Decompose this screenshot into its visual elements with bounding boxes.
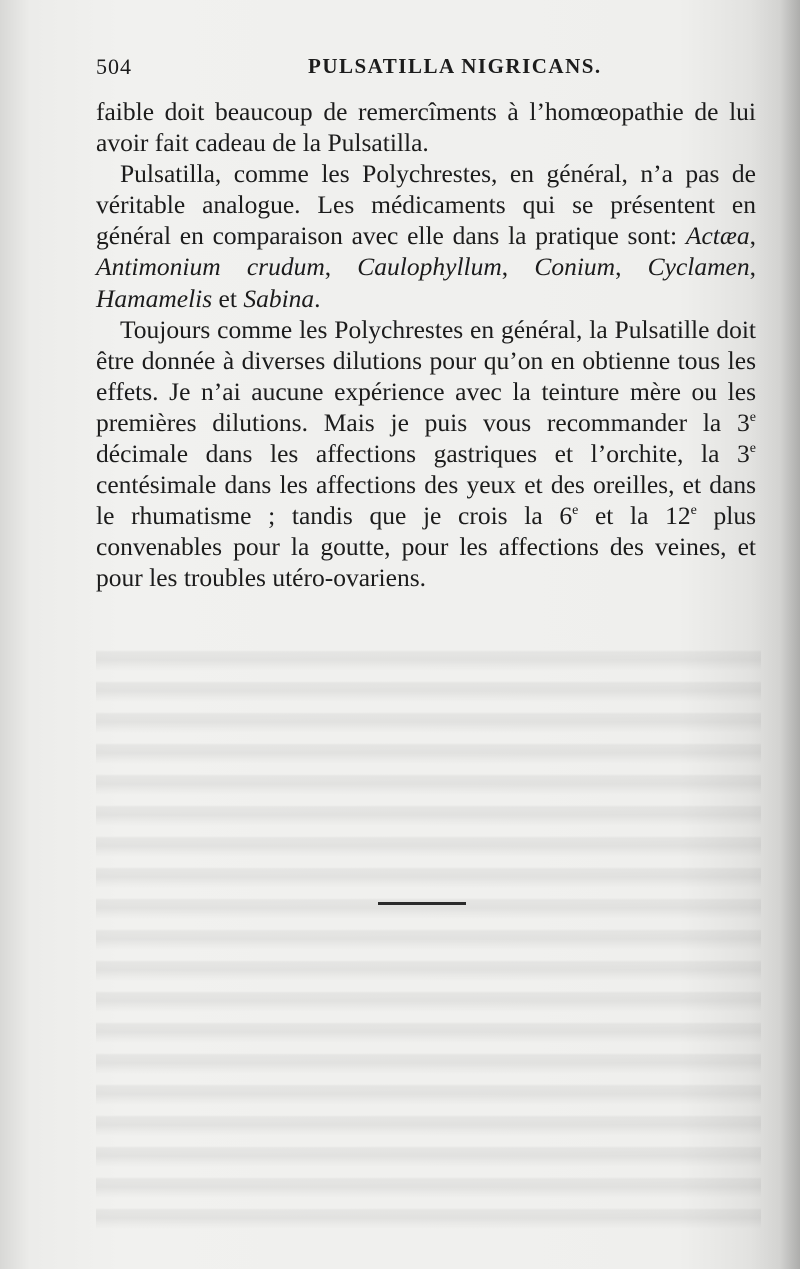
dilutions-text-d: et la 12 (578, 501, 691, 531)
superscript: e (749, 409, 756, 425)
remedy-actaea: Actæa (685, 221, 750, 251)
superscript: e (749, 441, 756, 457)
page-number: 504 (96, 54, 132, 79)
remedy-cyclamen: Cyclamen (647, 252, 750, 282)
analogues-intro: Pulsatilla, comme les Polychrestes, en général, n’a pas de véritable analogue. Les médicaments qui se présentent en général en comparaison avec elle dans la pratique sont: (96, 159, 756, 251)
paragraph-continuation: faible doit beaucoup de remercîments à l’homœopathie de lui avoir fait cadeau de la Pulsatilla. (96, 97, 756, 158)
remedy-caulophyllum: Caulophyllum (357, 252, 502, 282)
dilutions-text-a: Toujours comme les Polychrestes en général, la Pulsatille doit être donnée à diverses dilutions pour qu’on en obtienne tous les effets. Je n’ai aucune expérience avec la teinture mère ou les premières dilutions. Mais je puis vous recommander la 3 (96, 314, 756, 437)
section-end-rule (378, 902, 466, 905)
conjunction: et (212, 283, 244, 313)
show-through-text (96, 640, 761, 1230)
page-edge-shadow (780, 0, 800, 1269)
paragraph-analogues: Pulsatilla, comme les Polychrestes, en général, n’a pas de véritable analogue. Les médicaments qui se présentent en général en comparaison avec elle dans la pratique sont: Actæa, Antimonium crudum, Caulophyllum, Conium, Cyclamen, Hamamelis et Sabina. (96, 159, 756, 313)
dilutions-text-e: plus convenables pour la goutte, pour les affections des veines, et pour les troubles utéro-ovariens. (96, 501, 757, 593)
paragraph-dilutions (96, 314, 756, 594)
running-title: PULSATILLA NIGRICANS. (308, 54, 602, 78)
page-header (96, 54, 756, 84)
remedy-antimonium: Antimonium crudum (96, 252, 325, 282)
remedy-sabina: Sabina (243, 283, 315, 313)
body-text (96, 96, 756, 594)
remedy-conium: Conium (534, 252, 616, 282)
dilutions-text-b: décimale dans les affections gastriques et l’orchite, la 3 (96, 439, 750, 469)
remedy-hamamelis: Hamamelis (96, 283, 213, 313)
superscript: e (690, 503, 697, 519)
superscript: e (572, 503, 579, 519)
dilutions-text-c: centésimale dans les affections des yeux et des oreilles, et dans le rhumatisme ; tandis que je crois la 6 (96, 470, 756, 531)
